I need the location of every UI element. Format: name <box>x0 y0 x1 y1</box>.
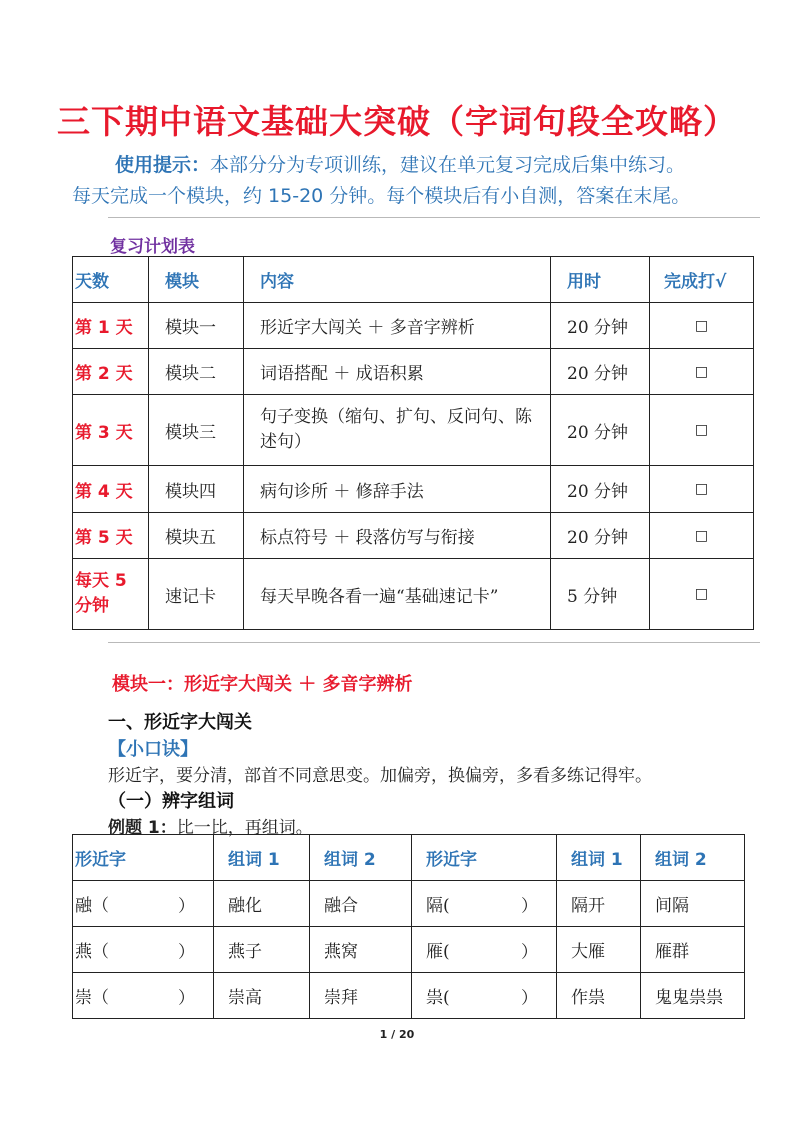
module-cell: 模块四 <box>149 466 244 513</box>
table-header-row <box>73 257 754 303</box>
table-row <box>73 973 745 1019</box>
char-fill-cell[interactable] <box>412 927 557 973</box>
char-close-paren: ） <box>178 988 195 1008</box>
page-title: 三下期中语文基础大突破（字词句段全攻略） <box>57 102 737 141</box>
time-cell: 20 分钟 <box>551 303 650 349</box>
char-fill-cell[interactable] <box>412 973 557 1019</box>
header-word1: 组词 1 <box>557 835 641 881</box>
module-cell: 模块二 <box>149 349 244 395</box>
word-cell: 崇拜 <box>310 973 412 1019</box>
table-row <box>73 927 745 973</box>
table-row <box>73 303 754 349</box>
completion-checkbox[interactable]: □ <box>650 303 754 349</box>
header-similar-char: 形近字 <box>73 835 214 881</box>
header-check: 完成打√ <box>650 257 754 303</box>
word-cell: 燕子 <box>214 927 310 973</box>
header-word1: 组词 1 <box>214 835 310 881</box>
word-cell: 隔开 <box>557 881 641 927</box>
time-cell: 20 分钟 <box>551 466 650 513</box>
header-word2: 组词 2 <box>310 835 412 881</box>
time-cell: 20 分钟 <box>551 349 650 395</box>
content-cell: 句子变换（缩句、扩句、反问句、陈述句） <box>244 395 551 466</box>
table-row <box>73 349 754 395</box>
word-cell: 鬼鬼祟祟 <box>641 973 745 1019</box>
char-prompt: 隔( <box>426 896 450 916</box>
day-cell: 每天 5 分钟 <box>73 559 149 630</box>
module-cell: 模块五 <box>149 513 244 559</box>
completion-checkbox[interactable]: □ <box>650 513 754 559</box>
day-cell: 第 5 天 <box>73 513 149 559</box>
divider <box>108 217 760 218</box>
similar-characters-table <box>72 834 745 1019</box>
module-cell: 速记卡 <box>149 559 244 630</box>
module-heading: 模块一：形近字大闯关 ＋ 多音字辨析 <box>112 674 413 695</box>
usage-tip-line1 <box>115 150 685 177</box>
char-fill-cell[interactable] <box>73 973 214 1019</box>
time-cell: 20 分钟 <box>551 395 650 466</box>
module-cell: 模块三 <box>149 395 244 466</box>
sub-heading: （一）辨字组词 <box>108 791 234 812</box>
day-cell: 第 3 天 <box>73 395 149 466</box>
word-cell: 崇高 <box>214 973 310 1019</box>
char-prompt: 祟( <box>426 988 450 1008</box>
word-cell: 间隔 <box>641 881 745 927</box>
mnemonic-text: 形近字，要分清，部首不同意思变。加偏旁，换偏旁，多看多练记得牢。 <box>108 766 652 786</box>
char-prompt: 燕（ <box>75 942 109 962</box>
table-row <box>73 513 754 559</box>
char-close-paren: ） <box>521 942 538 962</box>
header-content: 内容 <box>244 257 551 303</box>
header-similar-char: 形近字 <box>412 835 557 881</box>
header-day: 天数 <box>73 257 149 303</box>
header-time: 用时 <box>551 257 650 303</box>
char-close-paren: ） <box>178 942 195 962</box>
completion-checkbox[interactable]: □ <box>650 349 754 395</box>
word-cell: 燕窝 <box>310 927 412 973</box>
module-cell: 模块一 <box>149 303 244 349</box>
plan-caption: 复习计划表 <box>110 237 195 257</box>
completion-checkbox[interactable]: □ <box>650 559 754 630</box>
char-fill-cell[interactable] <box>412 881 557 927</box>
content-cell: 病句诊所 ＋ 修辞手法 <box>244 466 551 513</box>
char-close-paren: ） <box>178 896 195 916</box>
content-cell: 词语搭配 ＋ 成语积累 <box>244 349 551 395</box>
header-word2: 组词 2 <box>641 835 745 881</box>
word-cell: 融化 <box>214 881 310 927</box>
table-row <box>73 466 754 513</box>
header-module: 模块 <box>149 257 244 303</box>
day-cell: 第 1 天 <box>73 303 149 349</box>
usage-tip-text: 本部分分为专项训练，建议在单元复习完成后集中练习。 <box>210 154 686 176</box>
day-cell: 第 4 天 <box>73 466 149 513</box>
char-fill-cell[interactable] <box>73 927 214 973</box>
table-row <box>73 881 745 927</box>
mnemonic-label: 【小口诀】 <box>108 739 198 760</box>
page-number: 1 / 20 <box>379 1028 415 1041</box>
time-cell: 20 分钟 <box>551 513 650 559</box>
completion-checkbox[interactable]: □ <box>650 466 754 513</box>
day-cell: 第 2 天 <box>73 349 149 395</box>
time-cell: 5 分钟 <box>551 559 650 630</box>
char-fill-cell[interactable] <box>73 881 214 927</box>
usage-tip-line2: 每天完成一个模块，约 15-20 分钟。每个模块后有小自测，答案在末尾。 <box>72 185 691 207</box>
example-text: 比一比，再组词。 <box>176 818 313 838</box>
table-row <box>73 395 754 466</box>
content-cell: 形近字大闯关 ＋ 多音字辨析 <box>244 303 551 349</box>
study-plan-table <box>72 256 754 630</box>
table-row <box>73 559 754 630</box>
char-prompt: 融（ <box>75 896 109 916</box>
table-header-row <box>73 835 745 881</box>
char-prompt: 雁( <box>426 942 450 962</box>
word-cell: 大雁 <box>557 927 641 973</box>
word-cell: 雁群 <box>641 927 745 973</box>
char-close-paren: ） <box>521 988 538 1008</box>
word-cell: 作祟 <box>557 973 641 1019</box>
char-prompt: 崇（ <box>75 988 109 1008</box>
content-cell: 标点符号 ＋ 段落仿写与衔接 <box>244 513 551 559</box>
usage-tip-label: 使用提示： <box>115 154 211 176</box>
divider <box>108 642 760 643</box>
char-close-paren: ） <box>521 896 538 916</box>
example-label: 例题 1： <box>108 818 177 838</box>
content-cell: 每天早晚各看一遍“基础速记卡” <box>244 559 551 630</box>
completion-checkbox[interactable]: □ <box>650 395 754 466</box>
section-heading: 一、形近字大闯关 <box>108 712 252 733</box>
word-cell: 融合 <box>310 881 412 927</box>
